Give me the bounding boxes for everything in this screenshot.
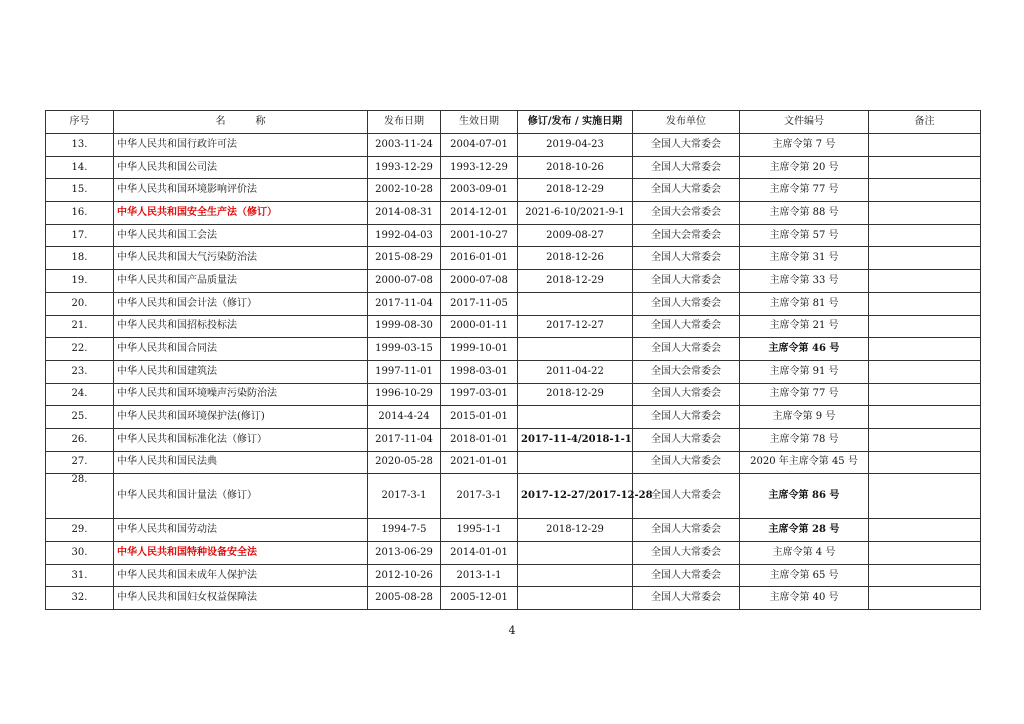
cell-effective-date: 2017-3-1: [441, 474, 518, 519]
cell-issuer: 全国大会常委会: [633, 360, 740, 383]
cell-index: 28.: [46, 474, 114, 519]
cell-publish-date: 2002-10-28: [368, 179, 441, 202]
header-effective-date: 生效日期: [441, 111, 518, 134]
cell-document-number: 主席令第 81 号: [740, 292, 869, 315]
cell-revision-date: 2018-12-29: [518, 383, 633, 406]
cell-publish-date: 2017-3-1: [368, 474, 441, 519]
cell-index: 29.: [46, 519, 114, 542]
cell-remarks: [869, 202, 981, 225]
table-row: [46, 474, 981, 519]
cell-document-number: 主席令第 77 号: [740, 383, 869, 406]
cell-remarks: [869, 428, 981, 451]
cell-index: 14.: [46, 156, 114, 179]
cell-index: 25.: [46, 406, 114, 429]
cell-publish-date: 2013-06-29: [368, 542, 441, 565]
cell-revision-date: 2018-12-29: [518, 179, 633, 202]
cell-law-name: 中华人民共和国妇女权益保障法: [114, 587, 368, 610]
cell-publish-date: 2017-11-04: [368, 428, 441, 451]
cell-remarks: [869, 451, 981, 474]
cell-publish-date: 1994-7-5: [368, 519, 441, 542]
table-row: [46, 292, 981, 315]
table-row: [46, 270, 981, 293]
cell-effective-date: 2003-09-01: [441, 179, 518, 202]
cell-issuer: 全国人大常委会: [633, 519, 740, 542]
cell-issuer: 全国人大常委会: [633, 156, 740, 179]
cell-issuer: 全国人大常委会: [633, 338, 740, 361]
table-row: [46, 564, 981, 587]
cell-issuer: 全国人大常委会: [633, 564, 740, 587]
cell-revision-date: 2019-04-23: [518, 134, 633, 157]
table-row: [46, 360, 981, 383]
header-revision-date: 修订/发布 / 实施日期: [518, 111, 633, 134]
cell-law-name: 中华人民共和国环境保护法(修订): [114, 406, 368, 429]
cell-document-number: 主席令第 9 号: [740, 406, 869, 429]
cell-issuer: 全国人大常委会: [633, 383, 740, 406]
cell-revision-date: 2018-10-26: [518, 156, 633, 179]
cell-publish-date: 2014-08-31: [368, 202, 441, 225]
cell-law-name: 中华人民共和国劳动法: [114, 519, 368, 542]
cell-effective-date: 2004-07-01: [441, 134, 518, 157]
cell-effective-date: 2016-01-01: [441, 247, 518, 270]
cell-issuer: 全国人大常委会: [633, 542, 740, 565]
cell-document-number: 主席令第 33 号: [740, 270, 869, 293]
cell-issuer: 全国人大常委会: [633, 474, 740, 519]
cell-issuer: 全国人大常委会: [633, 406, 740, 429]
cell-effective-date: 1999-10-01: [441, 338, 518, 361]
table-row: [46, 338, 981, 361]
cell-law-name: 中华人民共和国产品质量法: [114, 270, 368, 293]
cell-issuer: 全国人大常委会: [633, 179, 740, 202]
cell-index: 26.: [46, 428, 114, 451]
cell-remarks: [869, 406, 981, 429]
cell-law-name: 中华人民共和国计量法（修订）: [114, 474, 368, 519]
cell-law-name: 中华人民共和国合同法: [114, 338, 368, 361]
table-row: [46, 202, 981, 225]
cell-publish-date: 1999-08-30: [368, 315, 441, 338]
cell-effective-date: 1995-1-1: [441, 519, 518, 542]
cell-index: 18.: [46, 247, 114, 270]
cell-effective-date: 2005-12-01: [441, 587, 518, 610]
header-issuer: 发布单位: [633, 111, 740, 134]
cell-document-number: 主席令第 40 号: [740, 587, 869, 610]
cell-document-number: 主席令第 91 号: [740, 360, 869, 383]
cell-remarks: [869, 156, 981, 179]
cell-revision-date: [518, 406, 633, 429]
cell-revision-date: 2018-12-29: [518, 270, 633, 293]
cell-law-name: 中华人民共和国未成年人保护法: [114, 564, 368, 587]
cell-publish-date: 2017-11-04: [368, 292, 441, 315]
cell-index: 23.: [46, 360, 114, 383]
cell-revision-date: 2018-12-26: [518, 247, 633, 270]
cell-document-number: 主席令第 65 号: [740, 564, 869, 587]
cell-effective-date: 2014-12-01: [441, 202, 518, 225]
cell-law-name: 中华人民共和国工会法: [114, 224, 368, 247]
cell-revision-date: [518, 292, 633, 315]
cell-issuer: 全国人大常委会: [633, 247, 740, 270]
cell-remarks: [869, 315, 981, 338]
cell-effective-date: 1993-12-29: [441, 156, 518, 179]
cell-document-number: 主席令第 57 号: [740, 224, 869, 247]
cell-law-name: 中华人民共和国行政许可法: [114, 134, 368, 157]
cell-issuer: 全国人大常委会: [633, 270, 740, 293]
cell-law-name: 中华人民共和国大气污染防治法: [114, 247, 368, 270]
cell-remarks: [869, 474, 981, 519]
cell-document-number: 主席令第 31 号: [740, 247, 869, 270]
cell-publish-date: 2000-07-08: [368, 270, 441, 293]
cell-index: 16.: [46, 202, 114, 225]
cell-effective-date: 2014-01-01: [441, 542, 518, 565]
table-row: [46, 451, 981, 474]
cell-publish-date: 1999-03-15: [368, 338, 441, 361]
cell-document-number: 主席令第 21 号: [740, 315, 869, 338]
table-row: [46, 224, 981, 247]
cell-effective-date: 2013-1-1: [441, 564, 518, 587]
page-number: 4: [508, 624, 516, 637]
cell-effective-date: 2021-01-01: [441, 451, 518, 474]
cell-revision-date: 2011-04-22: [518, 360, 633, 383]
cell-publish-date: 2014-4-24: [368, 406, 441, 429]
cell-effective-date: 2015-01-01: [441, 406, 518, 429]
cell-index: 22.: [46, 338, 114, 361]
table-row: [46, 542, 981, 565]
cell-index: 13.: [46, 134, 114, 157]
cell-publish-date: 2020-05-28: [368, 451, 441, 474]
table-row: [46, 383, 981, 406]
cell-law-name: 中华人民共和国民法典: [114, 451, 368, 474]
header-remarks: 备注: [869, 111, 981, 134]
cell-issuer: 全国人大常委会: [633, 587, 740, 610]
cell-document-number: 主席令第 86 号: [740, 474, 869, 519]
cell-publish-date: 1992-04-03: [368, 224, 441, 247]
header-document-number: 文件编号: [740, 111, 869, 134]
cell-remarks: [869, 270, 981, 293]
cell-revision-date: [518, 451, 633, 474]
cell-document-number: 主席令第 28 号: [740, 519, 869, 542]
cell-document-number: 2020 年主席令第 45 号: [740, 451, 869, 474]
cell-document-number: 主席令第 4 号: [740, 542, 869, 565]
cell-law-name: 中华人民共和国安全生产法（修订）: [114, 202, 368, 225]
cell-publish-date: 2005-08-28: [368, 587, 441, 610]
cell-revision-date: 2021-6-10/2021-9-1: [518, 202, 633, 225]
cell-issuer: 全国大会常委会: [633, 224, 740, 247]
cell-remarks: [869, 224, 981, 247]
cell-issuer: 全国人大常委会: [633, 292, 740, 315]
cell-effective-date: 2001-10-27: [441, 224, 518, 247]
cell-remarks: [869, 134, 981, 157]
table-row: [46, 134, 981, 157]
header-publish-date: 发布日期: [368, 111, 441, 134]
cell-publish-date: 2003-11-24: [368, 134, 441, 157]
cell-law-name: 中华人民共和国招标投标法: [114, 315, 368, 338]
cell-document-number: 主席令第 7 号: [740, 134, 869, 157]
cell-effective-date: 1997-03-01: [441, 383, 518, 406]
table-row: [46, 428, 981, 451]
cell-law-name: 中华人民共和国标准化法（修订）: [114, 428, 368, 451]
cell-document-number: 主席令第 20 号: [740, 156, 869, 179]
table-body: [46, 134, 981, 610]
cell-remarks: [869, 292, 981, 315]
cell-remarks: [869, 564, 981, 587]
cell-revision-date: 2017-12-27: [518, 315, 633, 338]
cell-publish-date: 2012-10-26: [368, 564, 441, 587]
cell-remarks: [869, 383, 981, 406]
table-row: [46, 315, 981, 338]
cell-remarks: [869, 542, 981, 565]
header-name: 名 称: [114, 111, 368, 134]
cell-law-name: 中华人民共和国特种设备安全法: [114, 542, 368, 565]
cell-revision-date: [518, 587, 633, 610]
cell-issuer: 全国人大常委会: [633, 451, 740, 474]
cell-index: 19.: [46, 270, 114, 293]
cell-revision-date: [518, 542, 633, 565]
table-row: [46, 519, 981, 542]
cell-remarks: [869, 519, 981, 542]
table-row: [46, 406, 981, 429]
cell-remarks: [869, 587, 981, 610]
cell-revision-date: 2009-08-27: [518, 224, 633, 247]
cell-effective-date: 2000-07-08: [441, 270, 518, 293]
cell-revision-date: 2017-12-27/2017-12-28: [518, 474, 633, 519]
cell-index: 27.: [46, 451, 114, 474]
table-row: [46, 156, 981, 179]
header-index: 序号: [46, 111, 114, 134]
cell-index: 17.: [46, 224, 114, 247]
cell-law-name: 中华人民共和国公司法: [114, 156, 368, 179]
cell-remarks: [869, 247, 981, 270]
cell-index: 30.: [46, 542, 114, 565]
cell-revision-date: [518, 564, 633, 587]
cell-revision-date: 2017-11-4/2018-1-1: [518, 428, 633, 451]
cell-publish-date: 2015-08-29: [368, 247, 441, 270]
cell-publish-date: 1997-11-01: [368, 360, 441, 383]
cell-index: 24.: [46, 383, 114, 406]
cell-document-number: 主席令第 77 号: [740, 179, 869, 202]
table-row: [46, 587, 981, 610]
cell-index: 15.: [46, 179, 114, 202]
cell-issuer: 全国人大常委会: [633, 428, 740, 451]
cell-effective-date: 2000-01-11: [441, 315, 518, 338]
cell-effective-date: 1998-03-01: [441, 360, 518, 383]
cell-law-name: 中华人民共和国会计法（修订）: [114, 292, 368, 315]
cell-document-number: 主席令第 46 号: [740, 338, 869, 361]
cell-document-number: 主席令第 88 号: [740, 202, 869, 225]
cell-revision-date: 2018-12-29: [518, 519, 633, 542]
cell-effective-date: 2017-11-05: [441, 292, 518, 315]
cell-effective-date: 2018-01-01: [441, 428, 518, 451]
cell-publish-date: 1996-10-29: [368, 383, 441, 406]
cell-law-name: 中华人民共和国建筑法: [114, 360, 368, 383]
table-row: [46, 247, 981, 270]
cell-document-number: 主席令第 78 号: [740, 428, 869, 451]
cell-remarks: [869, 360, 981, 383]
table-header-row: [46, 111, 981, 134]
cell-remarks: [869, 338, 981, 361]
laws-table: [45, 110, 981, 610]
cell-issuer: 全国人大常委会: [633, 315, 740, 338]
cell-index: 31.: [46, 564, 114, 587]
cell-index: 21.: [46, 315, 114, 338]
cell-revision-date: [518, 338, 633, 361]
cell-issuer: 全国大会常委会: [633, 202, 740, 225]
cell-publish-date: 1993-12-29: [368, 156, 441, 179]
cell-index: 20.: [46, 292, 114, 315]
cell-law-name: 中华人民共和国环境影响评价法: [114, 179, 368, 202]
cell-remarks: [869, 179, 981, 202]
cell-law-name: 中华人民共和国环境噪声污染防治法: [114, 383, 368, 406]
cell-issuer: 全国人大常委会: [633, 134, 740, 157]
table-row: [46, 179, 981, 202]
cell-index: 32.: [46, 587, 114, 610]
